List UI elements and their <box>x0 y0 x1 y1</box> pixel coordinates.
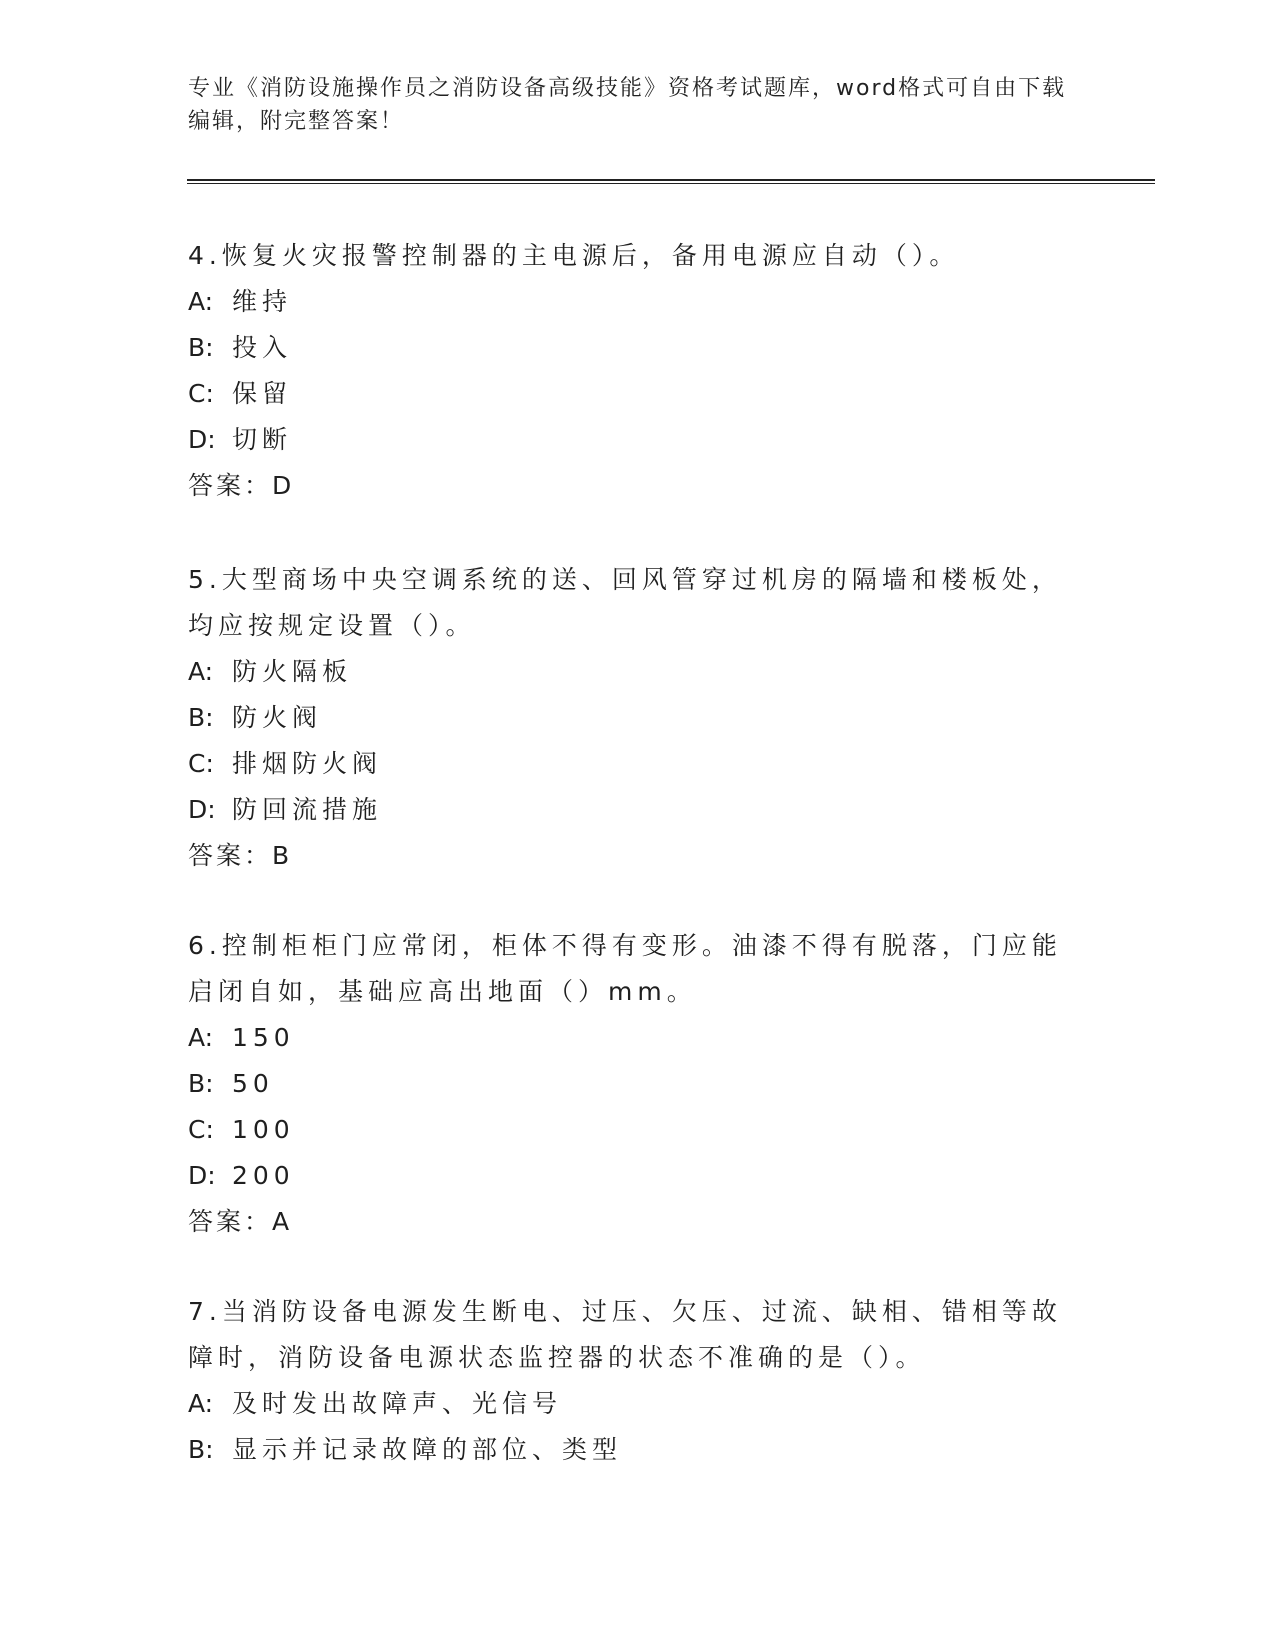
option-letter: C: <box>188 379 214 408</box>
question-4 <box>188 233 1068 509</box>
question-6 <box>188 923 1068 1245</box>
answer-line: 答案：D <box>188 471 295 500</box>
option-text: 防回流措施 <box>232 795 383 824</box>
option-text: 200 <box>232 1161 295 1190</box>
question-stem: 4.恢复火灾报警控制器的主电源后，备用电源应自动（）。 <box>188 241 960 270</box>
option-c <box>188 741 1068 787</box>
option-text: 50 <box>232 1069 274 1098</box>
option-letter: C: <box>188 1115 214 1144</box>
option-a <box>188 1015 1068 1061</box>
option-letter: A: <box>188 1023 214 1052</box>
option-c <box>188 371 1068 417</box>
option-text: 及时发出故障声、光信号 <box>232 1389 563 1418</box>
option-letter: A: <box>188 287 214 316</box>
option-d <box>188 787 1068 833</box>
header-rule-thick <box>187 179 1155 181</box>
question-5 <box>188 557 1068 879</box>
option-text: 投入 <box>232 333 293 362</box>
option-letter: B: <box>188 333 214 362</box>
option-text: 显示并记录故障的部位、类型 <box>232 1435 623 1464</box>
option-a <box>188 1381 1068 1427</box>
question-7 <box>188 1289 1068 1473</box>
option-letter: B: <box>188 1435 214 1464</box>
question-stem: 7.当消防设备电源发生断电、过压、欠压、过流、缺相、错相等故障时，消防设备电源状态监控器的状态不准确的是（）。 <box>188 1297 1062 1372</box>
header-rule-thin <box>187 183 1155 184</box>
option-letter: A: <box>188 1389 214 1418</box>
option-text: 排烟防火阀 <box>232 749 383 778</box>
option-b <box>188 325 1068 371</box>
option-text: 150 <box>232 1023 295 1052</box>
option-letter: B: <box>188 1069 214 1098</box>
option-letter: D: <box>188 425 216 454</box>
option-letter: C: <box>188 749 214 778</box>
document-header: 专业《消防设施操作员之消防设备高级技能》资格考试题库，word格式可自由下载编辑，附完整答案！ <box>188 76 1067 134</box>
option-text: 防火隔板 <box>232 657 353 686</box>
question-stem: 6.控制柜柜门应常闭，柜体不得有变形。油漆不得有脱落，门应能启闭自如，基础应高出地面（）mm。 <box>188 931 1062 1006</box>
option-text: 100 <box>232 1115 295 1144</box>
option-letter: D: <box>188 795 216 824</box>
option-a <box>188 649 1068 695</box>
option-letter: B: <box>188 703 214 732</box>
option-text: 维持 <box>232 287 293 316</box>
option-text: 切断 <box>232 425 293 454</box>
option-letter: A: <box>188 657 214 686</box>
option-text: 防火阀 <box>232 703 323 732</box>
answer-line: 答案：B <box>188 841 293 870</box>
option-a <box>188 279 1068 325</box>
option-letter: D: <box>188 1161 216 1190</box>
answer-line: 答案：A <box>188 1207 293 1236</box>
option-d <box>188 1153 1068 1199</box>
option-b <box>188 1061 1068 1107</box>
question-stem: 5.大型商场中央空调系统的送、回风管穿过机房的隔墙和楼板处，均应按规定设置（）。 <box>188 565 1062 640</box>
option-c <box>188 1107 1068 1153</box>
option-text: 保留 <box>232 379 293 408</box>
option-b <box>188 695 1068 741</box>
option-d <box>188 417 1068 463</box>
option-b <box>188 1427 1068 1473</box>
